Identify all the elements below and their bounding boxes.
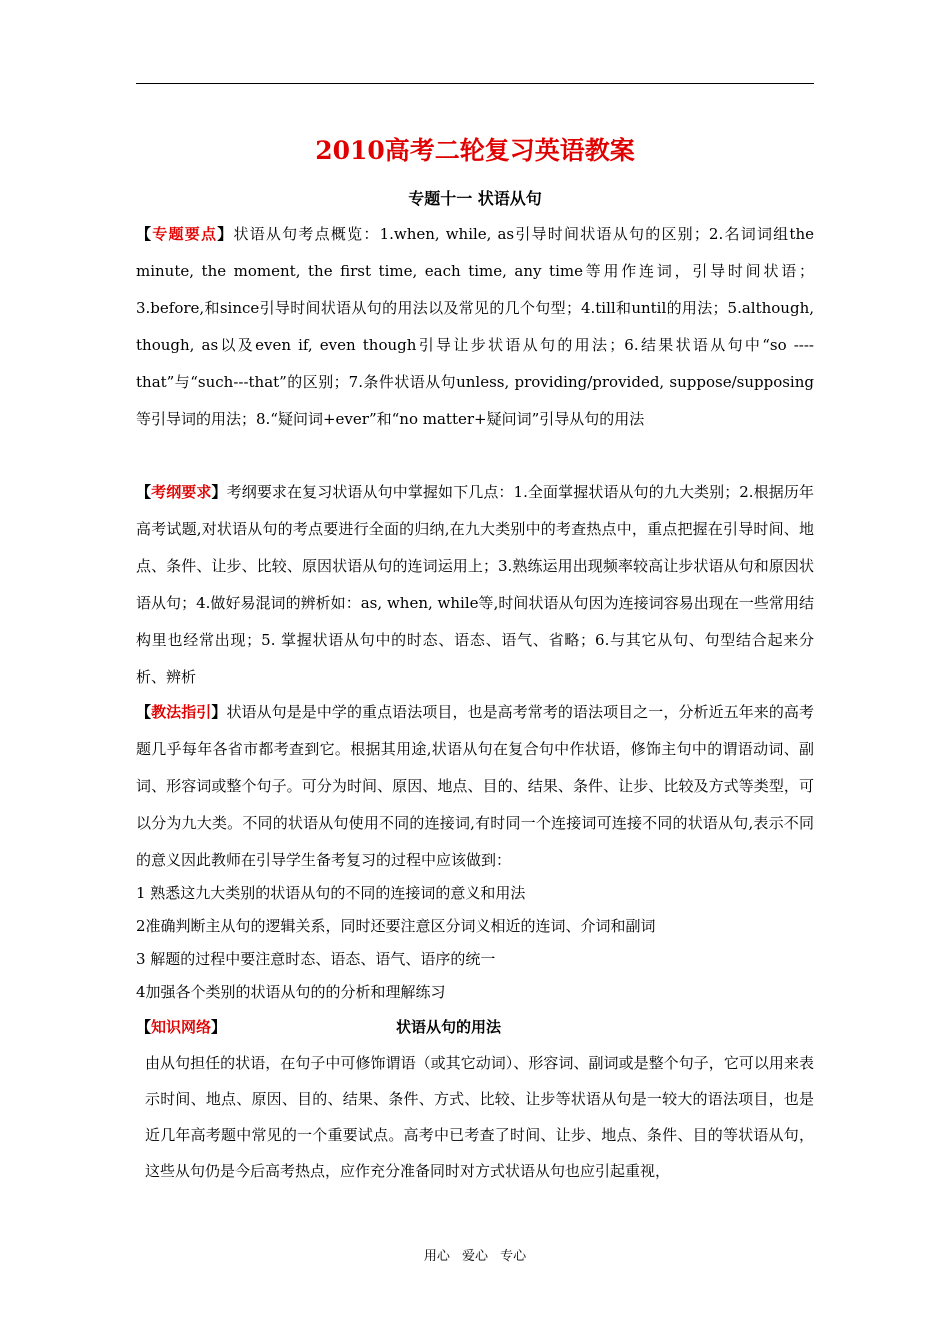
section-heading: 状语从句的用法	[396, 1018, 502, 1036]
section-tag: 【考纲要求】	[136, 483, 227, 501]
list-item: 1 熟悉这九大类别的状语从句的不同的连接词的意义和用法	[136, 884, 526, 902]
section-key-points	[136, 216, 814, 438]
section-tag-label: 考纲要求	[151, 483, 212, 501]
section-tag: 【教法指引】	[136, 703, 227, 721]
page-title: 2010高考二轮复习英语教案	[315, 136, 635, 165]
list-item: 3 解题的过程中要注意时态、语态、语气、语序的统一	[136, 950, 496, 968]
page-subtitle: 专题十一 状语从句	[408, 189, 542, 208]
section-tag-label: 知识网络	[151, 1018, 212, 1036]
header-rule	[136, 83, 814, 84]
section-network-body: 由从句担任的状语，在句子中可修饰谓语（或其它动词）、形容词、副词或是整个句子，它可以用来表示时间、地点、原因、目的、结果、条件、方式、比较、让步等状语从句是一较大的语法项目，也是近几年高考题中常见的一个重要试点。高考中已考查了时间、让步、地点、条件、目的等状语从句，这些从句仍是今后高考热点，应作充分准备同时对方式状语从句也应引起重视，	[145, 1054, 814, 1180]
section-body: 状语从句是是中学的重点语法项目，也是高考常考的语法项目之一，分析近五年来的高考题几乎每年各省市都考查到它。根据其用途,状语从句在复合句中作状语，修饰主句中的谓语动词、副词、形容词或整个句子。可分为时间、原因、地点、目的、结果、条件、让步、比较及方式等类型，可以分为九大类。不同的状语从句使用不同的连接词,有时同一个连接词可连接不同的状语从句,表示不同的意义因此教师在引导学生备考复习的过程中应该做到：	[136, 703, 814, 869]
list-item: 4加强各个类别的状语从句的的分析和理解练习	[136, 983, 446, 1001]
section-body: 考纲要求在复习状语从句中掌握如下几点：1.全面掌握状语从句的九大类别；2.根据历年高考试题,对状语从句的考点要进行全面的归纳,在九大类别中的考查热点中，重点把握在引导时间、地点、条件、让步、比较、原因状语从句的连词运用上；3.熟练运用出现频率较高让步状语从句和原因状语从句；4.做好易混词的辨析如：as, when, while等,时间状语从句因为连接词容易出现在一些常用结构里也经常出现；5. 掌握状语从句中的时态、语态、语气、省略；6.与其它从句、句型结合起来分析、辨析	[136, 483, 814, 686]
page-footer: 用心 爱心 专心	[423, 1249, 527, 1264]
section-tag: 【知识网络】	[136, 1018, 227, 1036]
section-network-heading	[136, 1011, 814, 1044]
section-tag-label: 专题要点	[152, 225, 218, 243]
section-teaching	[136, 694, 814, 879]
list-item: 2准确判断主从句的逻辑关系，同时还要注意区分词义相近的连词、介词和副词	[136, 917, 656, 935]
section-tag-label: 教法指引	[151, 703, 212, 721]
section-tag: 【专题要点】	[136, 225, 234, 243]
section-requirements	[136, 474, 814, 696]
section-body: 状语从句考点概览：1.when, while, as引导时间状语从句的区别；2.名词词组the minute, the moment, the first time, each time, any time等用作连词，引导时间状语；3.before,和since引导时间状语从句的用法以及常见的几个句型；4.till和until的用法；5.although, though, as以及even if, even though引导让步状语从句的用法；6.结果状语从句中“so ----that”与“such---that”的区别；7.条件状语从句unless, providing/provided, suppose/supposing等引导词的用法；8.“疑问词+ever”和“no matter+疑问词”引导从句的用法	[136, 225, 814, 428]
